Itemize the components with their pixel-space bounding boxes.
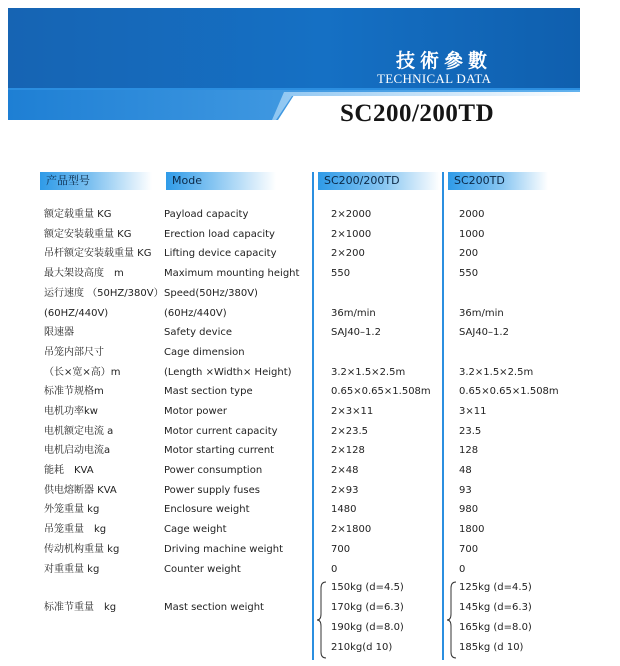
row-value-model-1: 0 [331, 564, 338, 575]
row-label-cn: 额定载重量 KG [44, 209, 112, 220]
row-value-model-2: SAJ40–1.2 [459, 327, 509, 338]
row-label-cn: 供电熔断器 KVA [44, 485, 117, 496]
row-label-en: Driving machine weight [164, 544, 284, 555]
row-label-en: (Length ×Width× Height) [164, 367, 292, 378]
table-row [0, 225, 620, 244]
mast-weight-model-1: 170kg (d=6.3) [331, 602, 404, 613]
table-row [0, 461, 620, 480]
row-value-model-2: 93 [459, 485, 472, 496]
column-header-model-2: SC200TD [448, 172, 548, 190]
table-row [0, 382, 620, 401]
row-value-model-1: 2×2000 [331, 209, 372, 220]
row-label-cn: 吊笼内部尺寸 [44, 347, 104, 358]
mast-weight-model-2: 145kg (d=6.3) [459, 602, 532, 613]
row-value-model-2: 3×11 [459, 406, 487, 417]
header-banner [8, 8, 580, 120]
row-label-cn: 最大架设高度 m [44, 268, 124, 279]
row-value-model-1: 2×200 [331, 248, 365, 259]
row-label-cn: 能耗 KVA [44, 465, 94, 476]
brace-icon [316, 580, 328, 660]
row-label-cn: 电机额定电流 a [44, 426, 114, 437]
row-value-model-1: 3.2×1.5×2.5m [331, 367, 406, 378]
table-row [0, 500, 620, 519]
row-label-en: Mast section type [164, 386, 253, 397]
row-value-model-1: 2×93 [331, 485, 359, 496]
mast-weight-model-1: 190kg (d=8.0) [331, 622, 404, 633]
table-row [0, 363, 620, 382]
row-label-en: Erection load capacity [164, 229, 275, 240]
row-value-model-1: 36m/min [331, 308, 376, 319]
row-label-cn: 吊杆额定安装载重量 KG [44, 248, 152, 259]
row-label-cn: 吊笼重量 kg [44, 524, 107, 535]
row-label-cn: 外笼重量 kg [44, 504, 100, 515]
row-label-cn: 电机功率kw [44, 406, 98, 417]
row-label-en: Maximum mounting height [164, 268, 300, 279]
row-label-en: Motor current capacity [164, 426, 278, 437]
table-row [0, 540, 620, 559]
row-value-model-1: 2×1000 [331, 229, 372, 240]
mast-weight-model-1: 150kg (d=4.5) [331, 582, 404, 593]
row-value-model-2: 700 [459, 544, 479, 555]
row-label-cn: 运行速度 （50HZ/380V） [44, 288, 164, 299]
row-label-cn: 电机启动电流a [44, 445, 111, 456]
row-label-en: Cage dimension [164, 347, 245, 358]
row-value-model-2: 200 [459, 248, 479, 259]
row-value-model-1: 700 [331, 544, 351, 555]
row-label-cn: 限速器 [44, 327, 74, 338]
row-value-model-2: 2000 [459, 209, 485, 220]
table-row [0, 264, 620, 283]
row-label-en: Safety device [164, 327, 233, 338]
row-value-model-1: 2×1800 [331, 524, 372, 535]
model-title: SC200/200TD [340, 100, 495, 127]
row-value-model-2: 128 [459, 445, 479, 456]
row-label-cn: 标准节重量 kg [44, 602, 117, 613]
row-value-model-2: 23.5 [459, 426, 482, 437]
row-value-model-2: 1800 [459, 524, 485, 535]
row-label-en: Power consumption [164, 465, 263, 476]
mast-weight-model-1: 210kg(d 10) [331, 642, 393, 653]
title-english: TECHNICAL DATA [377, 71, 492, 86]
row-label-en: Motor power [164, 406, 227, 417]
row-value-model-2: 1000 [459, 229, 485, 240]
row-label-cn: 额定安装载重量 KG [44, 229, 132, 240]
table-row [0, 304, 620, 323]
row-label-en: (60Hz/440V) [164, 308, 227, 319]
table-row [0, 402, 620, 421]
row-value-model-2: 550 [459, 268, 479, 279]
banner-graphic [8, 8, 580, 120]
row-label-en: Power supply fuses [164, 485, 260, 496]
brace-icon [446, 580, 458, 660]
title-chinese: 技術參數 [396, 50, 493, 72]
table-row [0, 284, 620, 303]
row-value-model-1: 2×128 [331, 445, 365, 456]
row-value-model-2: 3.2×1.5×2.5m [459, 367, 534, 378]
row-label-cn: 对重重量 kg [44, 564, 100, 575]
row-value-model-1: 2×48 [331, 465, 359, 476]
row-label-en: Motor starting current [164, 445, 275, 456]
row-label-en: Payload capacity [164, 209, 249, 220]
table-row [0, 481, 620, 500]
row-value-model-1: 1480 [331, 504, 357, 515]
column-header-chinese: 产品型号 [40, 172, 152, 190]
mast-weight-model-2: 125kg (d=4.5) [459, 582, 532, 593]
row-label-en: Enclosure weight [164, 504, 250, 515]
row-value-model-1: 2×23.5 [331, 426, 369, 437]
mast-weight-model-2: 165kg (d=8.0) [459, 622, 532, 633]
row-label-cn: 传动机构重量 kg [44, 544, 120, 555]
row-label-en: Lifting device capacity [164, 248, 277, 259]
row-value-model-2: 48 [459, 465, 472, 476]
table-row [0, 244, 620, 263]
table-row [0, 323, 620, 342]
row-label-cn: （长×宽×高）m [44, 367, 121, 378]
row-label-cn: 标准节规格m [44, 386, 104, 397]
row-label-en: Speed(50Hz/380V) [164, 288, 258, 299]
row-value-model-1: 0.65×0.65×1.508m [331, 386, 431, 397]
table-row [0, 422, 620, 441]
row-value-model-1: SAJ40–1.2 [331, 327, 381, 338]
row-value-model-1: 2×3×11 [331, 406, 374, 417]
table-row [0, 343, 620, 362]
mast-weight-model-2: 185kg (d 10) [459, 642, 524, 653]
table-row [0, 560, 620, 579]
column-header-mode: Mode [166, 172, 276, 190]
table-row [0, 520, 620, 539]
row-value-model-2: 0.65×0.65×1.508m [459, 386, 559, 397]
row-label-en: Counter weight [164, 564, 241, 575]
row-value-model-1: 550 [331, 268, 351, 279]
row-label-cn: (60HZ/440V) [44, 308, 109, 319]
table-row [0, 441, 620, 460]
row-value-model-2: 0 [459, 564, 466, 575]
row-value-model-2: 980 [459, 504, 479, 515]
row-label-en: Mast section weight [164, 602, 264, 613]
table-row [0, 205, 620, 224]
row-value-model-2: 36m/min [459, 308, 504, 319]
row-label-en: Cage weight [164, 524, 227, 535]
column-header-model-1: SC200/200TD [318, 172, 440, 190]
